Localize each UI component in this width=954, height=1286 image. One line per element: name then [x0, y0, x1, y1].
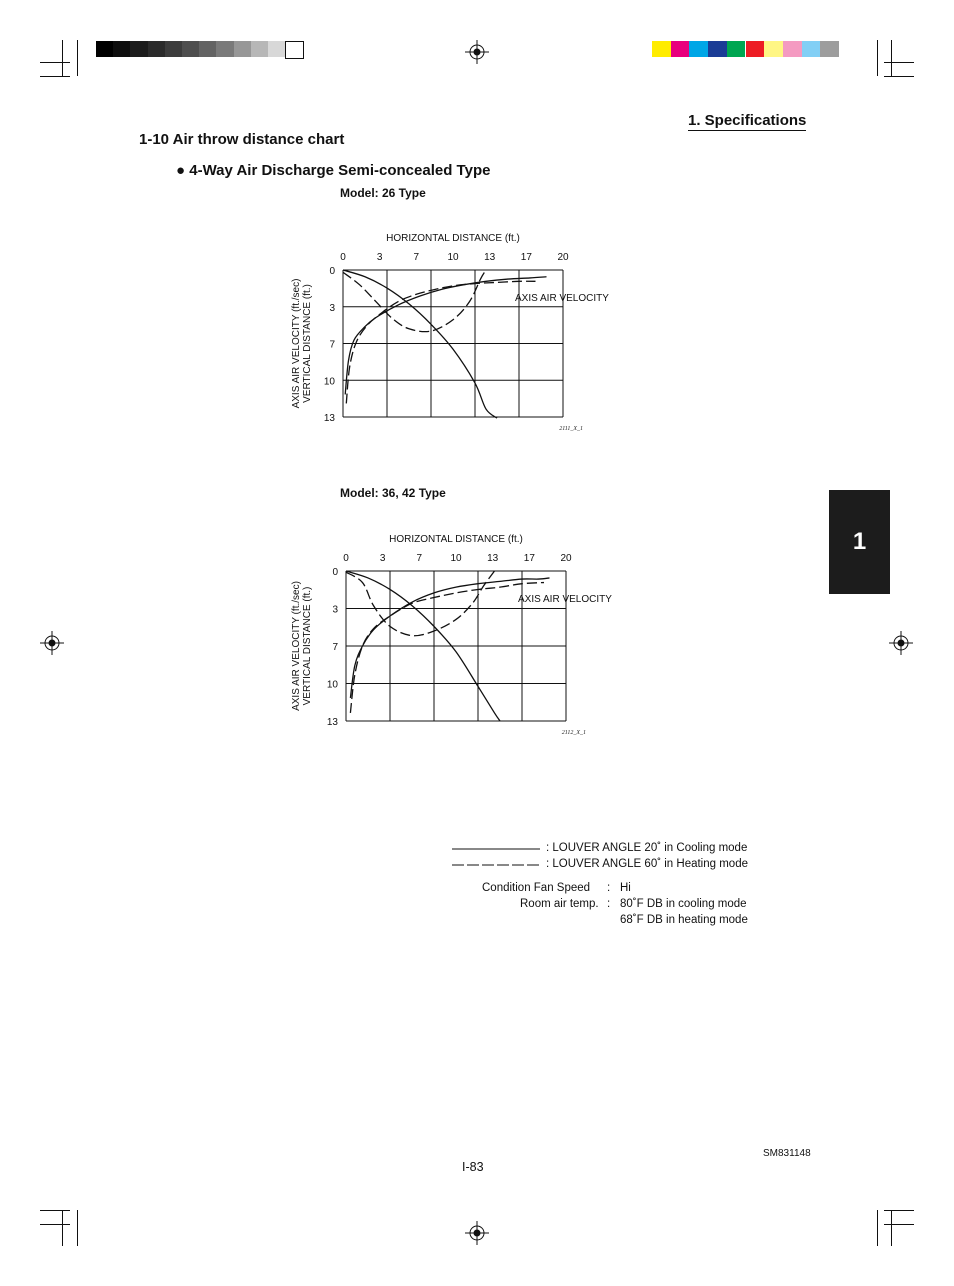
chapter-tab: 1	[829, 490, 890, 594]
x-tick-label: 10	[450, 553, 462, 564]
y-tick-label: 7	[329, 339, 335, 351]
fan-speed-value: Hi	[620, 882, 631, 894]
room-temp-separator: :	[607, 898, 611, 910]
y-tick-label: 10	[326, 679, 338, 691]
x-axis-title: HORIZONTAL DISTANCE (ft.)	[389, 534, 523, 545]
section-title: 1-10 Air throw distance chart	[139, 131, 345, 148]
subtitle-row	[176, 162, 490, 179]
chart-1-model-label: Model: 26 Type	[340, 186, 426, 200]
y-tick-label: 7	[332, 642, 338, 653]
fan-speed-label: Condition Fan Speed	[482, 882, 591, 894]
page-number: I-83	[462, 1160, 484, 1174]
room-temp-label: Room air temp.	[520, 898, 599, 910]
y-tick-label: 13	[323, 413, 335, 424]
x-tick-label: 20	[560, 553, 572, 564]
x-tick-label: 3	[379, 553, 386, 564]
series-line-dashed	[350, 583, 544, 713]
bullet-icon: ●	[176, 162, 186, 179]
axis-air-velocity-annotation: AXIS AIR VELOCITY	[515, 293, 609, 304]
subtitle: 4-Way Air Discharge Semi-concealed Type	[189, 162, 491, 179]
y-axis-title: VERTICAL DISTANCE (ft.)	[302, 586, 313, 706]
registration-target-top	[465, 40, 489, 64]
registration-target-right	[889, 631, 913, 655]
room-temp-heating: 68˚F DB in heating mode	[620, 914, 748, 926]
y-tick-label: 3	[329, 302, 335, 314]
chart-2-model-label: Model: 36, 42 Type	[340, 486, 446, 500]
series-line-dashed	[343, 270, 486, 332]
axis-air-velocity-annotation: AXIS AIR VELOCITY	[518, 594, 612, 605]
x-tick-label: 13	[484, 252, 496, 263]
air-throw-chart-26	[280, 225, 620, 435]
y-tick-label: 0	[329, 266, 335, 277]
x-tick-label: 7	[413, 252, 420, 263]
y-axis-title: VERTICAL DISTANCE (ft.)	[302, 284, 313, 403]
legend-solid-label: : LOUVER ANGLE 20˚ in Cooling mode	[546, 842, 748, 854]
x-axis-title: HORIZONTAL DISTANCE (ft.)	[386, 233, 520, 244]
x-tick-label: 20	[557, 252, 569, 263]
legend-lines	[450, 843, 545, 869]
x-tick-label: 17	[523, 553, 535, 564]
y-tick-label: 0	[332, 567, 338, 578]
air-throw-chart-36-42	[280, 525, 620, 740]
section-header-right: 1. Specifications	[688, 112, 807, 129]
x-tick-label: 13	[487, 553, 499, 564]
room-temp-cooling: 80˚F DB in cooling mode	[620, 898, 747, 910]
y-tick-label: 3	[332, 604, 338, 616]
registration-target-bottom	[465, 1221, 489, 1245]
x-tick-label: 0	[340, 252, 346, 263]
fan-speed-separator: :	[607, 882, 611, 894]
x-tick-label: 7	[416, 553, 423, 564]
image-code: 2111_X_1	[559, 426, 583, 432]
x-tick-label: 17	[520, 252, 532, 263]
y-axis-title: AXIS AIR VELOCITY (ft./sec)	[291, 581, 302, 711]
x-tick-label: 3	[376, 252, 383, 263]
document-code: SM831148	[763, 1148, 811, 1159]
y-axis-title: AXIS AIR VELOCITY (ft./sec)	[291, 278, 302, 409]
x-tick-label: 10	[447, 252, 459, 263]
series-line-dashed	[346, 281, 535, 403]
registration-target-left	[40, 631, 64, 655]
series-line-dashed	[346, 571, 495, 636]
y-tick-label: 13	[326, 717, 338, 728]
y-tick-label: 10	[323, 376, 335, 388]
legend-dashed-label: : LOUVER ANGLE 60˚ in Heating mode	[546, 858, 748, 870]
image-code: 2112_X_1	[561, 730, 586, 736]
x-tick-label: 0	[343, 553, 349, 564]
